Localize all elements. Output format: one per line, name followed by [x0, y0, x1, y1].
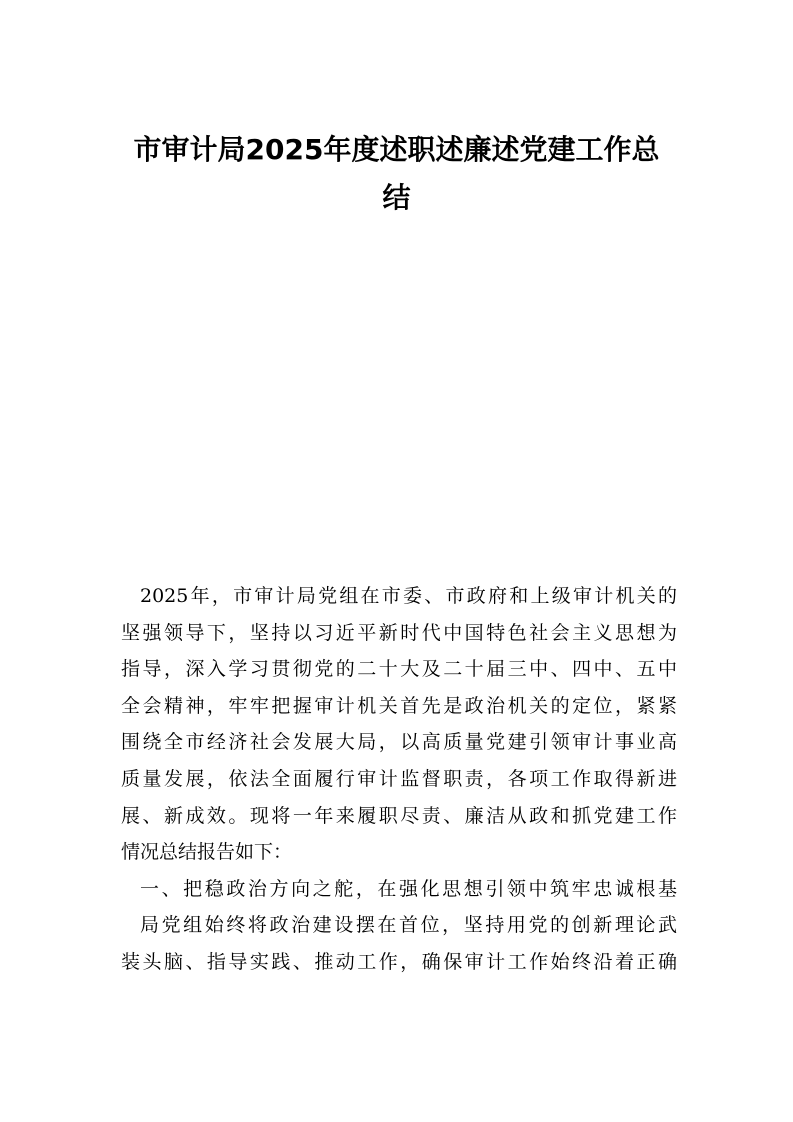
body-line: 全会精神，牢牢把握审计机关首先是政治机关的定位，紧紧	[121, 694, 677, 717]
document-title	[100, 126, 693, 222]
section-heading: 一、把稳政治方向之舵，在强化思想引领中筑牢忠诚根基	[140, 877, 677, 900]
title-line: 市审计局2025年度述职述廉述党建工作总	[133, 133, 660, 166]
document-body	[121, 578, 677, 981]
body-line: 展、新成效。现将一年来履职尽责、廉洁从政和抓党建工作	[121, 804, 677, 827]
body-line: 装头脑、指导实践、推动工作，确保审计工作始终沿着正确	[121, 950, 677, 973]
body-line: 坚强领导下，坚持以习近平新时代中国特色社会主义思想为	[121, 621, 677, 644]
body-line: 质量发展，依法全面履行审计监督职责，各项工作取得新进	[121, 767, 677, 790]
title-line: 结	[382, 181, 411, 214]
body-line: 指导，深入学习贯彻党的二十大及二十届三中、四中、五中	[121, 658, 677, 681]
body-line: 围绕全市经济社会发展大局，以高质量党建引领审计事业高	[121, 731, 677, 754]
body-line: 情况总结报告如下：	[121, 841, 293, 864]
body-line: 2025年，市审计局党组在市委、市政府和上级审计机关的	[140, 585, 677, 607]
body-line: 局党组始终将政治建设摆在首位，坚持用党的创新理论武	[140, 914, 677, 937]
